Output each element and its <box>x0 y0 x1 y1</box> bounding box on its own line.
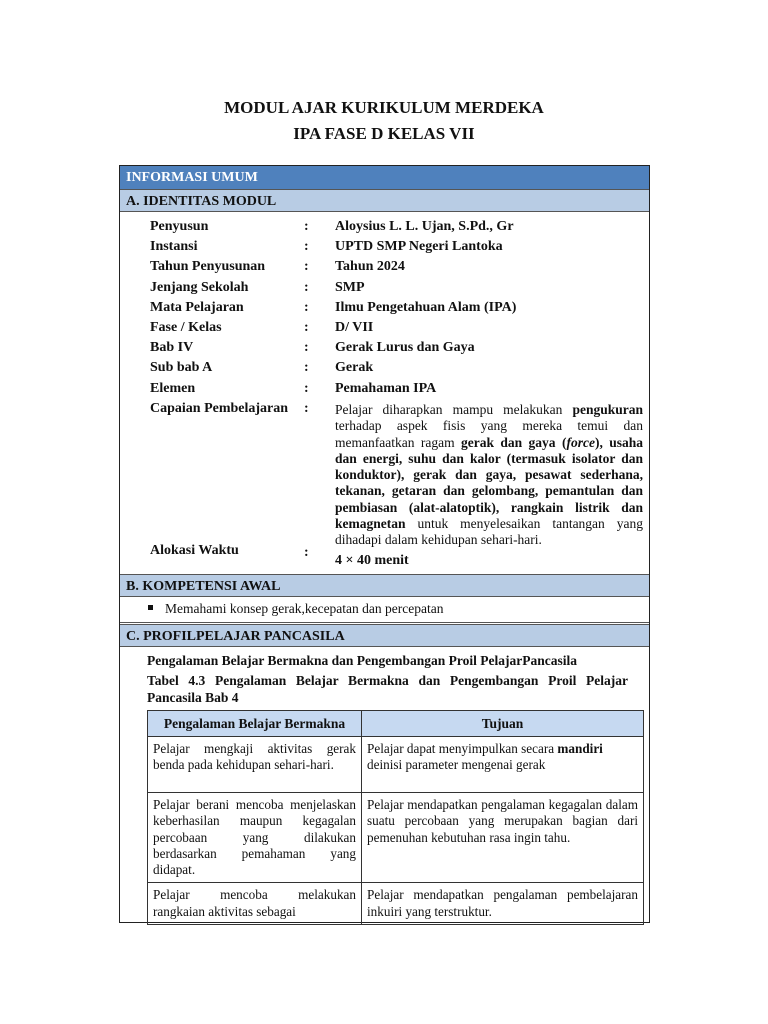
colon: : <box>304 545 309 560</box>
colon: : <box>304 360 309 375</box>
label-capaian: Capaian Pembelajaran <box>150 401 289 416</box>
section-kompetensi-awal: B. KOMPETENSI AWAL <box>120 574 649 597</box>
colon: : <box>304 381 309 396</box>
value-fase: D/ VII <box>335 320 374 335</box>
label-fase: Fase / Kelas <box>150 320 222 335</box>
value-bab: Gerak Lurus dan Gaya <box>335 340 475 355</box>
colon: : <box>304 320 309 335</box>
capaian-pembelajaran-text: Pelajar diharapkan mampu melakukan pengukuran terhadap aspek fisis yang mereka temui dan memanfaatkan ragam gerak dan gaya (force), usaha dan energi, suhu dan kalor (termasuk isolator dan konduktor), gerak dan gaya, pesawat sederhana, tekanan, getaran dan gelombang, pemantulan dan pembiasan (alat-alatoptik), rangkain listrik dan kemagnetan untuk menyelesaikan tantangan yang dihadapi dalam kehidupan sehari-hari. <box>335 402 643 548</box>
colon: : <box>304 259 309 274</box>
list-item: Memahami konsep gerak,kecepatan dan percepatan <box>148 601 444 617</box>
label-tahun: Tahun Penyusunan <box>150 259 266 274</box>
pengalaman-table <box>147 710 644 925</box>
divider <box>120 622 649 623</box>
value-tahun: Tahun 2024 <box>335 259 405 274</box>
label-subbab: Sub bab A <box>150 360 213 375</box>
module-info-table <box>119 165 650 923</box>
value-instansi: UPTD SMP Negeri Lantoka <box>335 239 503 254</box>
section-identitas-modul: A. IDENTITAS MODUL <box>120 189 649 212</box>
cell-tujuan: Pelajar mendapatkan pengalaman pembelajaran inkuiri yang terstruktur. <box>362 883 644 925</box>
value-alokasi: 4 × 40 menit <box>335 553 409 568</box>
value-penyusun: Aloysius L. L. Ujan, S.Pd., Gr <box>335 219 514 234</box>
label-alokasi: Alokasi Waktu <box>150 543 239 558</box>
header-tujuan: Tujuan <box>362 711 644 737</box>
table-row <box>148 883 644 925</box>
label-bab: Bab IV <box>150 340 194 355</box>
colon: : <box>304 239 309 254</box>
label-penyusun: Penyusun <box>150 219 209 234</box>
value-mapel: Ilmu Pengetahuan Alam (IPA) <box>335 300 517 315</box>
value-subbab: Gerak <box>335 360 374 375</box>
profil-subtitle: Pengalaman Belajar Bermakna dan Pengembangan Proil PelajarPancasila <box>147 653 577 668</box>
cell-pengalaman: Pelajar mengkaji aktivitas gerak benda pada kehidupan sehari-hari. <box>148 737 362 793</box>
document-subtitle: IPA FASE D KELAS VII <box>293 124 475 143</box>
cell-pengalaman: Pelajar mencoba melakukan rangkaian aktivitas sebagai <box>148 883 362 925</box>
cell-tujuan: Pelajar dapat menyimpulkan secara mandiri deinisi parameter mengenai gerak <box>362 737 644 793</box>
header-pengalaman: Pengalaman Belajar Bermakna <box>148 711 362 737</box>
colon: : <box>304 219 309 234</box>
value-elemen: Pemahaman IPA <box>335 381 437 396</box>
label-instansi: Instansi <box>150 239 198 254</box>
value-jenjang: SMP <box>335 280 365 295</box>
section-profil-pelajar: C. PROFILPELAJAR PANCASILA <box>120 624 649 647</box>
cell-pengalaman: Pelajar berani mencoba menjelaskan keberhasilan maupun kegagalan percobaan yang dilakukan berdasarkan pemahaman yang didapat. <box>148 793 362 883</box>
colon: : <box>304 340 309 355</box>
label-mapel: Mata Pelajaran <box>150 300 244 315</box>
table-row <box>148 793 644 883</box>
section-informasi-umum: INFORMASI UMUM <box>120 166 649 189</box>
table-caption: Tabel 4.3 Pengalaman Belajar Bermakna dan Pengembangan Proil Pelajar Pancasila Bab 4 <box>147 673 628 705</box>
label-elemen: Elemen <box>150 381 196 396</box>
colon: : <box>304 401 309 416</box>
document-title: MODUL AJAR KURIKULUM MERDEKA <box>224 98 544 117</box>
cell-tujuan: Pelajar mendapatkan pengalaman kegagalan dalam suatu percobaan yang merupakan bagian dari pemenuhan kebutuhan rasa ingin tahu. <box>362 793 644 883</box>
colon: : <box>304 280 309 295</box>
bullet-icon <box>148 605 153 610</box>
table-row <box>148 737 644 793</box>
colon: : <box>304 300 309 315</box>
label-jenjang: Jenjang Sekolah <box>150 280 249 295</box>
